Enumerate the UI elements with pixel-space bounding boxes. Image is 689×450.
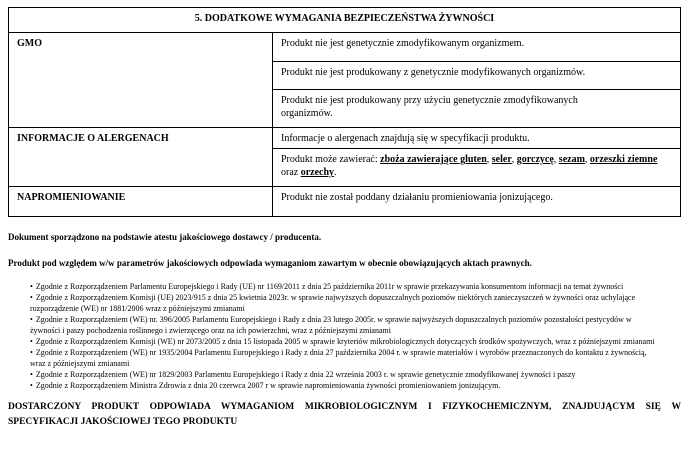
bullet-icon: • <box>30 348 33 357</box>
allergen-name: gorczycę <box>516 154 554 165</box>
attestation-paragraph: Dokument sporządzono na podstawie atestu jakościowego dostawcy / producenta. <box>8 232 322 242</box>
legal-reference-item <box>30 281 658 292</box>
irradiation-statement: Produkt nie został poddany działaniu promieniowania jonizującego. <box>273 187 681 217</box>
gmo-row-label: GMO <box>9 33 273 128</box>
table-row-irradiation <box>9 187 681 217</box>
table-row-gmo <box>9 33 681 62</box>
bullet-icon: • <box>30 381 33 390</box>
allergen-name: orzechy <box>300 167 335 178</box>
legal-references-list <box>30 281 658 391</box>
bullet-icon: • <box>30 370 33 379</box>
legal-reference-item <box>30 292 658 314</box>
compliance-paragraph: Produkt pod względem w/w parametrów jakościowych odpowiada wymaganiom zawartym w obecnie obowiązujących aktach prawnych. <box>8 258 532 268</box>
text-segment: Produkt może zawierać: <box>281 154 381 165</box>
legal-reference-text: Zgodnie z Rozporządzeniem Parlamentu Europejskiego i Rady (UE) nr 1169/2011 z dnia 25 października 2011r w sprawie przekazywania konsumentom informacji na temat żywności <box>35 282 624 291</box>
allergen-name: sezam <box>558 154 585 165</box>
text-segment: , <box>486 154 492 165</box>
bullet-icon: • <box>30 337 33 346</box>
bullet-icon: • <box>30 315 33 324</box>
table-header-row <box>9 8 681 33</box>
legal-reference-item <box>30 336 658 347</box>
allergens-statement-1: Informacje o alergenach znajdują się w specyfikacji produktu. <box>273 128 681 149</box>
conformity-statement <box>8 400 681 430</box>
text-segment: , <box>584 154 590 165</box>
allergen-name: orzeszki ziemne <box>589 154 658 165</box>
legal-reference-item <box>30 314 658 336</box>
conformity-statement-line-2: SPECYFIKACJI JAKOŚCIOWEJ TEGO PRODUKTU <box>8 417 238 427</box>
legal-reference-text: Zgodnie z Rozporządzeniem Komisji (WE) nr 2073/2005 z dnia 15 listopada 2005 w sprawie kryteriów mikrobiologicznych dotyczących środków spożywczych, wraz z późniejszymi zmianami <box>35 337 655 346</box>
legal-reference-text: Zgodnie z Rozporządzeniem (WE) nr. 396/2005 Parlamentu Europejskiego i Rady z dnia 23 lutego 2005r. w sprawie najwyższych dopuszczalnych poziomów pozostałości pestycydów w żywności i paszy pochodzenia roślinnego i zwierzęcego oraz na ich powierzchni, wraz z późniejszymi zmianami <box>30 315 632 335</box>
legal-reference-item <box>30 347 658 369</box>
gmo-statement-3-text: Produkt nie jest produkowany przy użyciu genetycznie zmodyfikowanych organizmów. <box>281 95 578 119</box>
legal-reference-item <box>30 369 658 380</box>
text-segment: , <box>511 154 517 165</box>
text-segment: , <box>553 154 559 165</box>
legal-reference-text: Zgodnie z Rozporządzeniem (WE) nr 1829/2003 Parlamentu Europejskiego i Rady z dnia 22 września 2003 r. w sprawie genetycznie zmodyfikowanej żywności i paszy <box>35 370 576 379</box>
table-row-allergens <box>9 128 681 149</box>
allergens-statement-2 <box>273 149 681 187</box>
allergens-row-label: INFORMACJE O ALERGENACH <box>9 128 273 187</box>
allergens-statement-2-text <box>281 153 666 179</box>
food-safety-requirements-table <box>8 7 681 217</box>
bullet-icon: • <box>30 293 33 302</box>
legal-reference-text: Zgodnie z Rozporządzeniem (WE) nr 1935/2004 Parlamentu Europejskiego i Rady z dnia 27 października 2004 r. w sprawie materiałów i wyrobów przeznaczonych do kontaktu z żywnością, wraz z późniejszymi zmianami <box>30 348 647 368</box>
legal-reference-text: Zgodnie z Rozporządzeniem Ministra Zdrowia z dnia 20 czerwca 2007 r w sprawie napromieniowania żywności promieniowaniem jonizującym. <box>35 381 501 390</box>
irradiation-row-label: NAPROMIENIOWANIE <box>9 187 273 217</box>
gmo-statement-1: Produkt nie jest genetycznie zmodyfikowanym organizmem. <box>273 33 681 62</box>
allergen-name: seler <box>491 154 512 165</box>
conformity-statement-line-1: DOSTARCZONY PRODUKT ODPOWIADA WYMAGANIOM MIKROBIOLOGICZNYM I FIZYKOCHEMICZNYM, ZNAJDUJĄCYM SIĘ W <box>8 402 681 412</box>
gmo-statement-2: Produkt nie jest produkowany z genetycznie modyfikowanych organizmów. <box>273 62 681 90</box>
text-segment: oraz <box>281 167 301 178</box>
legal-reference-item <box>30 380 658 391</box>
legal-reference-text: Zgodnie z Rozporządzeniem Komisji (UE) 2023/915 z dnia 25 kwietnia 2023r. w sprawie najwyższych dopuszczalnych poziomów niektórych zanieczyszczeń w żywności oraz uchylające rozporządzenie (WE) nr 1881/2006 wraz z późniejszymi zmianami <box>30 293 636 313</box>
text-segment: . <box>334 167 337 178</box>
bullet-icon: • <box>30 282 33 291</box>
allergen-name: zboża zawierające gluten <box>380 154 487 165</box>
gmo-statement-3 <box>273 90 681 128</box>
table-title: 5. DODATKOWE WYMAGANIA BEZPIECZEŃSTWA ŻYWNOŚCI <box>9 8 681 33</box>
